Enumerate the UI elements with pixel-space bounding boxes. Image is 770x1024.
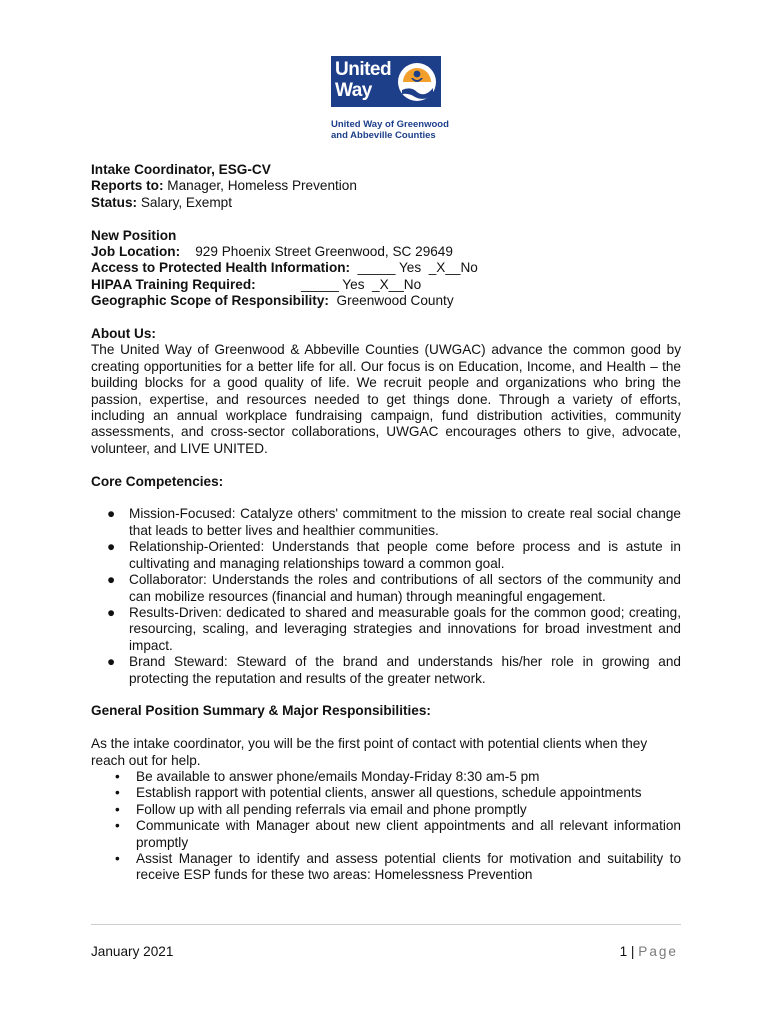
list-item: ● Results-Driven: dedicated to shared and measurable goals for the common good; creating, resourcing, scaling, and leveraging strategies and innovations for broad investment and impact. bbox=[107, 604, 681, 653]
reports-to-line bbox=[91, 178, 681, 194]
page-number-value: 1 bbox=[619, 944, 628, 959]
scope-value: Greenwood County bbox=[328, 293, 454, 309]
list-item: • Be available to answer phone/emails Monday-Friday 8:30 am-5 pm bbox=[115, 768, 540, 784]
job-location-line bbox=[91, 244, 681, 260]
bullet-icon: ● bbox=[107, 604, 116, 620]
org-name-line1: United Way of Greenwood bbox=[331, 119, 449, 130]
bullet-icon: • bbox=[115, 850, 120, 866]
about-body: The United Way of Greenwood & Abbeville Counties (UWGAC) advance the common good by creating opportunities for a better life for all. Our focus is on Education, Income, and Health – the building blocks for a good quality of life. We recruit people and organizations who bring the passion, expertise, and resources needed to get things done. Through a variety of efforts, including an annual workplace fundraising campaign, fund distribution activities, community assessments, and cross-sector collaborations, UWGAC encourages others to give, advocate, volunteer, and LIVE UNITED. bbox=[91, 342, 681, 456]
logo-brand-line1: United bbox=[335, 59, 392, 80]
united-way-logo bbox=[331, 56, 451, 141]
bullet-icon: ● bbox=[107, 539, 116, 555]
bullet-icon: • bbox=[115, 818, 120, 834]
scope-line bbox=[91, 293, 681, 309]
scope-label: Geographic Scope of Responsibility: bbox=[91, 293, 329, 309]
about-heading: About Us: bbox=[91, 326, 156, 342]
bullet-icon: ● bbox=[107, 654, 116, 670]
footer-date: January 2021 bbox=[91, 944, 174, 959]
phi-access-label: Access to Protected Health Information: bbox=[91, 260, 351, 276]
summary-intro: As the intake coordinator, you will be the first point of contact with potential clients when they reach out for help. bbox=[91, 736, 648, 768]
new-position-label: New Position bbox=[91, 227, 177, 243]
hipaa-value: _____ Yes _X__No bbox=[255, 276, 422, 292]
list-item: ● Mission-Focused: Catalyze others' commitment to the mission to create real social change that leads to better lives and healthier communities. bbox=[107, 506, 681, 538]
document-body bbox=[91, 162, 681, 884]
hipaa-label: HIPAA Training Required: bbox=[91, 276, 256, 292]
bullet-icon: • bbox=[115, 768, 120, 784]
list-item: ● Relationship-Oriented: Understands that people come before process and is astute in cultivating and managing relationships toward a common goal. bbox=[107, 539, 681, 571]
status-value: Salary, Exempt bbox=[137, 194, 233, 210]
list-item: • Assist Manager to identify and assess potential clients for motivation and suitability to receive ESP funds for these two areas: Homelessness Prevention bbox=[115, 850, 681, 883]
list-item: ● Brand Steward: Steward of the brand and understands his/her role in growing and protecting the reputation and results of the greater network. bbox=[107, 654, 681, 686]
page-number bbox=[620, 944, 678, 959]
bullet-icon: ● bbox=[107, 572, 116, 588]
org-name-line2: and Abbeville Counties bbox=[331, 130, 436, 141]
job-location-label: Job Location: bbox=[91, 244, 181, 260]
reports-to-label: Reports to: bbox=[91, 178, 164, 194]
list-item: • Follow up with all pending referrals via email and phone promptly bbox=[115, 801, 527, 817]
page-word: Page bbox=[638, 944, 678, 959]
logo-wordmark bbox=[335, 59, 391, 101]
logo-badge bbox=[331, 56, 441, 107]
phi-access-value: _____ Yes _X__No bbox=[350, 260, 478, 276]
bullet-icon: • bbox=[115, 785, 120, 801]
competencies-heading: Core Competencies: bbox=[91, 473, 224, 489]
phi-access-line bbox=[91, 260, 681, 276]
list-item: • Establish rapport with potential clients, answer all questions, schedule appointments bbox=[115, 785, 642, 801]
summary-heading: General Position Summary & Major Responsibilities: bbox=[91, 703, 431, 719]
bullet-icon: ● bbox=[107, 506, 116, 522]
list-item: ● Collaborator: Understands the roles and contributions of all sectors of the community and can mobilize resources (financial and human) through meaningful engagement. bbox=[107, 572, 681, 604]
footer-divider bbox=[91, 924, 681, 925]
job-location-value: 929 Phoenix Street Greenwood, SC 29649 bbox=[180, 244, 453, 260]
logo-brand-line2: Way bbox=[335, 80, 372, 101]
list-item: • Communicate with Manager about new client appointments and all relevant information promptly bbox=[115, 818, 681, 850]
helping-hand-icon bbox=[397, 60, 437, 104]
status-label: Status: bbox=[91, 194, 138, 210]
page-separator: | bbox=[627, 944, 639, 959]
competencies-list bbox=[91, 506, 681, 686]
responsibilities-list bbox=[91, 769, 681, 884]
bullet-icon: • bbox=[115, 801, 120, 817]
job-title: Intake Coordinator, ESG-CV bbox=[91, 162, 271, 177]
hipaa-line bbox=[91, 277, 681, 293]
org-name bbox=[331, 119, 451, 141]
reports-to-value: Manager, Homeless Prevention bbox=[163, 178, 357, 194]
status-line bbox=[91, 195, 681, 211]
